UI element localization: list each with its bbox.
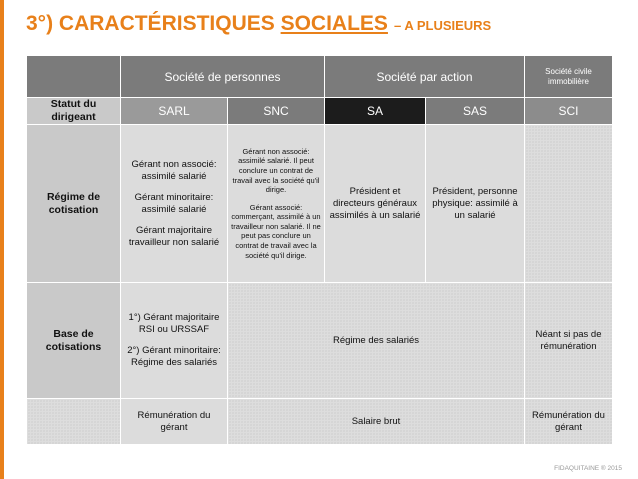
label-statut: Statut du dirigeant: [27, 98, 121, 125]
header-empty-cell: [27, 56, 121, 98]
regime-sa: Président et directeurs généraux assimilés à un salarié: [325, 125, 426, 283]
characteristics-table: [26, 55, 613, 445]
header-societe-civile: Société civile immobilière: [525, 56, 613, 98]
base-sarl-text: 2°) Gérant minoritaire: Régime des salariés: [127, 345, 221, 368]
base-salaries: Régime des salariés: [228, 283, 525, 399]
regime-sarl-text: Gérant minoritaire: assimilé salarié: [134, 191, 214, 215]
regime-sarl-text: Gérant majoritaire travailleur non salarié: [128, 224, 220, 248]
label-regime: Régime de cotisation: [27, 125, 121, 283]
accent-bar: [0, 0, 4, 479]
header-societe-personnes: Société de personnes: [121, 56, 325, 98]
regime-snc-text: Gérant non associé: assimilé salarié. Il peut conclure un contrat de travail avec la société qu'il dirige.: [232, 146, 320, 195]
page-title: [26, 10, 491, 38]
header-societe-action: Société par action: [325, 56, 525, 98]
row-regime: [27, 125, 613, 283]
base-sci: Néant si pas de rémunération: [525, 283, 613, 399]
label-base: Base de cotisations: [27, 283, 121, 399]
regime-sci-empty: [525, 125, 613, 283]
footer-copyright: FIDAQUITAINE ® 2015: [554, 465, 622, 472]
remuneration-salaire: Salaire brut: [228, 399, 525, 445]
base-sarl: [121, 283, 228, 399]
regime-sarl-text: Gérant non associé: assimilé salarié: [131, 158, 217, 182]
type-snc: SNC: [228, 98, 325, 125]
regime-snc: [228, 125, 325, 283]
row-statut: [27, 98, 613, 125]
regime-sas: Président, personne physique: assimilé à un salarié: [426, 125, 525, 283]
base-sarl-text: 1°) Gérant majoritaire RSI ou URSSAF: [128, 312, 220, 335]
header-row: [27, 56, 613, 98]
row-base: [27, 283, 613, 399]
title-highlight: SOCIALES: [280, 12, 388, 35]
type-sci: SCI: [525, 98, 613, 125]
regime-snc-text: Gérant associé: commerçant, assimilé à un travailleur non salarié. Il ne peut pas conclure un contrat de travail avec la société qu'il dirige.: [231, 202, 321, 260]
title-prefix: 3°) CARACTÉRISTIQUES: [26, 12, 281, 35]
label-remuneration-empty: [27, 399, 121, 445]
remuneration-sarl: Rémunération du gérant: [121, 399, 228, 445]
type-sas: SAS: [426, 98, 525, 125]
regime-sarl: [121, 125, 228, 283]
title-suffix: – A PLUSIEURS: [393, 18, 492, 33]
row-remuneration: [27, 399, 613, 445]
type-sa: SA: [325, 98, 426, 125]
remuneration-sci: Rémunération du gérant: [525, 399, 613, 445]
type-sarl: SARL: [121, 98, 228, 125]
